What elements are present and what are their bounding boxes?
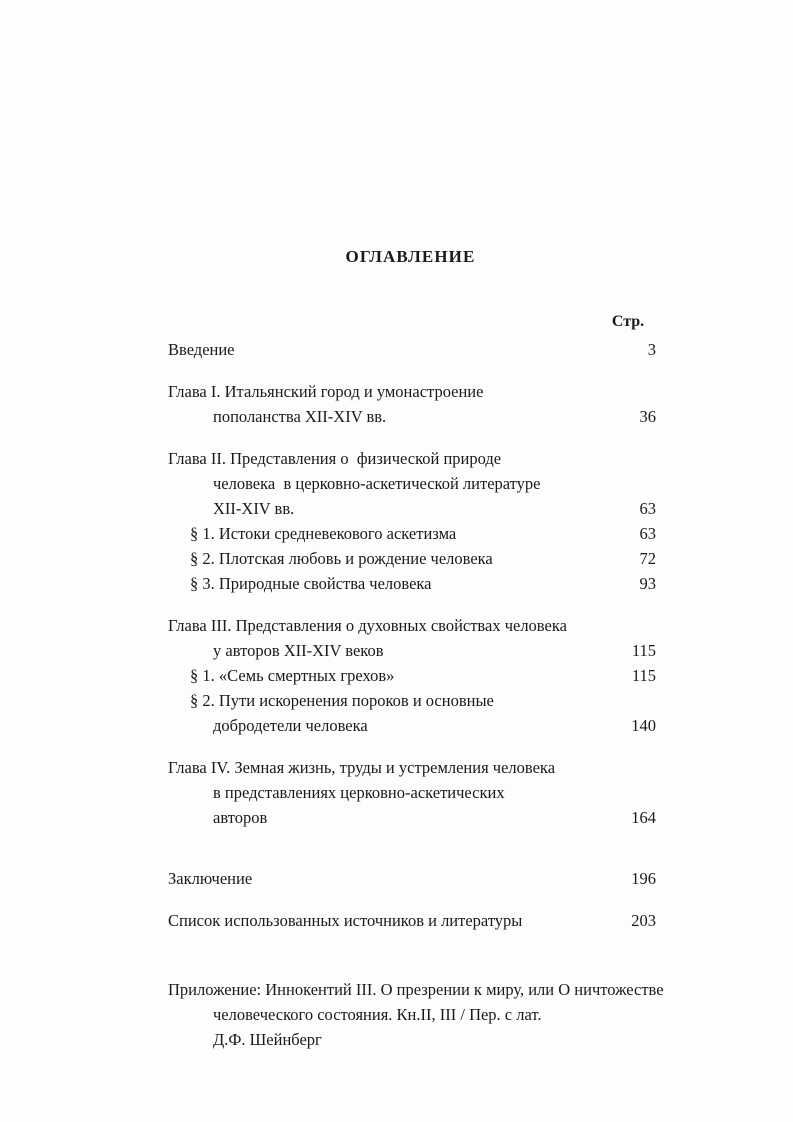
- toc-page-number: 3: [647, 340, 656, 359]
- toc-entry-label: Глава III. Представления о духовных свойствах человека: [168, 616, 567, 635]
- toc-line: [0, 977, 793, 1002]
- toc-entry-introduction[interactable]: [0, 337, 793, 362]
- spacer: [0, 362, 793, 379]
- toc-entry-label: авторов: [213, 808, 268, 827]
- toc-entry-label: в представлениях церковно-аскетических: [213, 783, 505, 802]
- toc-line: [0, 446, 793, 471]
- toc-line: [0, 780, 793, 805]
- toc-entry-chapter-3[interactable]: [0, 613, 793, 663]
- toc-page-number: 196: [631, 869, 656, 888]
- toc-line: [0, 663, 793, 688]
- toc-entry-label: § 1. «Семь смертных грехов»: [190, 666, 395, 685]
- toc-page-number: 140: [631, 716, 656, 735]
- toc-line: [0, 1027, 793, 1052]
- spacer: [0, 891, 793, 908]
- toc-page-number: 203: [631, 911, 656, 930]
- page-title: ОГЛАВЛЕНИЕ: [345, 247, 476, 266]
- toc-line: [0, 496, 793, 521]
- toc-line: [0, 471, 793, 496]
- toc-page-number: 115: [631, 666, 656, 685]
- toc-entry-appendix[interactable]: [0, 977, 793, 1052]
- toc-page-number: 93: [639, 574, 656, 593]
- toc-entry-chapter-4[interactable]: [0, 755, 793, 830]
- toc-line: [0, 379, 793, 404]
- toc-entry-label: Список использованных источников и литературы: [168, 911, 523, 930]
- toc-entry-label: § 2. Плотская любовь и рождение человека: [190, 549, 493, 568]
- toc-entry-label: Глава II. Представления о физической природе: [168, 449, 502, 468]
- toc-entry-label: Глава I. Итальянский город и умонастроение: [168, 382, 484, 401]
- toc-entry-chapter-2[interactable]: [0, 446, 793, 521]
- toc-entry-label: Введение: [168, 340, 235, 359]
- toc-page-number: 72: [639, 549, 656, 568]
- toc-page-number: 63: [639, 524, 656, 543]
- toc-entry-label: Глава IV. Земная жизнь, труды и устремления человека: [168, 758, 556, 777]
- spacer: [0, 738, 793, 755]
- table-of-contents: [0, 337, 793, 1052]
- spacer: [0, 429, 793, 446]
- pages-column-header: Стр.: [611, 313, 645, 330]
- toc-line: [0, 755, 793, 780]
- toc-page-number: 36: [639, 407, 656, 426]
- toc-line: [0, 404, 793, 429]
- toc-entry-label: добродетели человека: [213, 716, 368, 735]
- toc-entry-label: Заключение: [168, 869, 253, 888]
- toc-line: [0, 866, 793, 891]
- toc-line: [0, 613, 793, 638]
- toc-line: [0, 908, 793, 933]
- toc-entry-chapter-2-section-2[interactable]: [0, 546, 793, 571]
- toc-page-number: 115: [631, 641, 656, 660]
- toc-entry-label: у авторов XII-XIV веков: [213, 641, 384, 660]
- toc-entry-conclusion[interactable]: [0, 866, 793, 891]
- toc-entry-label: Д.Ф. Шейнберг: [213, 1030, 322, 1049]
- spacer: [0, 596, 793, 613]
- toc-entry-label: § 1. Истоки средневекового аскетизма: [190, 524, 457, 543]
- toc-entry-chapter-2-section-3[interactable]: [0, 571, 793, 596]
- toc-entry-label: человеческого состояния. Кн.II, III / Пер. с лат.: [213, 1005, 542, 1024]
- toc-line: [0, 1002, 793, 1027]
- toc-entry-label: пополанства XII-XIV вв.: [213, 407, 387, 426]
- toc-entry-chapter-2-section-1[interactable]: [0, 521, 793, 546]
- toc-page-number: 164: [631, 808, 656, 827]
- spacer: [0, 933, 793, 977]
- toc-line: [0, 521, 793, 546]
- spacer: [0, 830, 793, 866]
- toc-entry-label: § 3. Природные свойства человека: [190, 574, 432, 593]
- toc-line: [0, 571, 793, 596]
- toc-line: [0, 713, 793, 738]
- toc-line: [0, 805, 793, 830]
- toc-line: [0, 337, 793, 362]
- toc-line: [0, 638, 793, 663]
- toc-entry-bibliography[interactable]: [0, 908, 793, 933]
- toc-entry-label: XII-XIV вв.: [213, 499, 295, 518]
- toc-entry-chapter-1[interactable]: [0, 379, 793, 429]
- toc-entry-label: человека в церковно-аскетической литературе: [213, 474, 541, 493]
- toc-entry-label: Приложение: Иннокентий III. О презрении к миру, или О ничтожестве: [168, 980, 664, 999]
- toc-page-number: 63: [639, 499, 656, 518]
- toc-line: [0, 688, 793, 713]
- toc-entry-chapter-3-section-1[interactable]: [0, 663, 793, 688]
- toc-entry-chapter-3-section-2[interactable]: [0, 688, 793, 738]
- toc-entry-label: § 2. Пути искоренения пороков и основные: [190, 691, 494, 710]
- toc-line: [0, 546, 793, 571]
